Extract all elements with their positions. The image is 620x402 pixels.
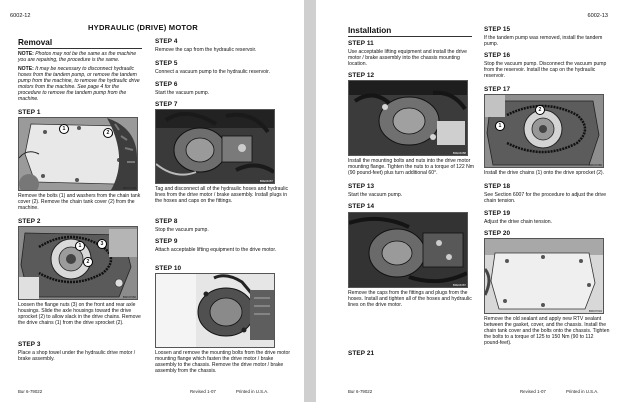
- step-text: Install the drive chains (1) onto the drive sprocket (2).: [484, 170, 605, 176]
- step-20-photo: [484, 238, 604, 314]
- step-label: STEP 21: [348, 350, 375, 357]
- step-text: Use acceptable lifting equipment and install the drive motor / brake assembly into the chassis mounting location.: [348, 49, 467, 68]
- step-7-photo: [155, 109, 275, 184]
- step-label: STEP 17: [484, 86, 511, 93]
- document-title: HYDRAULIC (DRIVE) MOTOR: [88, 23, 198, 32]
- step-label: STEP 7: [155, 101, 178, 108]
- footer-doc: Bur 6-79022: [18, 389, 43, 394]
- step-label: STEP 11: [348, 40, 374, 47]
- section-title-removal: Removal: [18, 38, 53, 47]
- step-text: Remove the old sealant and apply new RTV sealant between the gasket, cover, and the chassis. Install the chain tank cover and the bolts onto the chassis. Tighten the bolts to a torque of 125 to 150 Nm (90 to 112 pound-feet).: [484, 316, 610, 347]
- step-text: Loosen the flange nuts (3) on the front and rear axle housings. Slide the axle housings toward the drive sprocket (2) to allow slack in the drive chains. Remove the drive chains (1) from the drive sprocket (2).: [18, 302, 141, 327]
- step-label: STEP 4: [155, 38, 178, 45]
- photo-id: B0K07066: [122, 295, 136, 299]
- step-label: STEP 12: [348, 72, 375, 79]
- step-10-photo: [155, 273, 275, 348]
- step-text: Connect a vacuum pump to the hydraulic reservoir.: [155, 69, 270, 75]
- page-number: 6002-12: [10, 13, 31, 19]
- callout-marker: 2: [535, 105, 545, 115]
- step-text: If the tandem pump was removed, install the tandem pump.: [484, 35, 603, 48]
- callout-marker: 3: [97, 239, 107, 249]
- callout-marker: 2: [83, 257, 93, 267]
- photo-id: B0E04087: [452, 283, 466, 287]
- step-label: STEP 9: [155, 238, 178, 245]
- step-text: Tag and disconnect all of the hydraulic hoses and hydraulic lines from the drive motor / brake assembly. Install plugs in the hoses and caps on the fittings.: [155, 186, 289, 205]
- callout-marker: 1: [495, 121, 505, 131]
- step-text: Remove the bolts (1) and washers from the chain tank cover (2). Remove the chain tank cover (2) from the machine.: [18, 193, 141, 212]
- footer-printed: Printed in U.S.A.: [566, 389, 599, 394]
- note-2: NOTE: It may be necessary to disconnect hydraulic hoses from the tandem pump, or remove the tandem pump from the machine, to remove the hydraulic drive motors from the machine. See page 4 for the procedure to remove the tandem pump from the machine.: [18, 66, 140, 103]
- step-label: STEP 2: [18, 218, 41, 225]
- section-rule: [18, 48, 142, 49]
- step-14-photo: [348, 212, 468, 288]
- step-text: Loosen and remove the mounting bolts from the drive motor mounting flange which fasten the drive motor / brake assembly to the chassis. Remove the drive motor / brake assembly from the chassis.: [155, 350, 291, 375]
- step-label: STEP 13: [348, 183, 375, 190]
- step-label: STEP 20: [484, 230, 511, 237]
- step-label: STEP 15: [484, 26, 511, 33]
- note-1: NOTE: Photos may not be the same as the machine you are repairing, the procedure is the same.: [18, 51, 137, 64]
- footer-doc: Bur 6-79022: [348, 389, 373, 394]
- step-text: Place a shop towel under the hydraulic drive motor / brake assembly.: [18, 350, 136, 363]
- photo-id: B0E04087: [259, 179, 273, 183]
- step-text: Remove the caps from the fittings and plugs from the hoses. Install and tighten all of the hoses and hydraulic lines on the drive motor.: [348, 290, 472, 309]
- callout-marker: 2: [103, 128, 113, 138]
- callout-marker: 1: [59, 124, 69, 134]
- step-label: STEP 10: [155, 265, 182, 272]
- step-text: See Section 6007 for the procedure to adjust the drive chain tension.: [484, 192, 607, 205]
- section-rule: [348, 36, 472, 37]
- left-page: [0, 0, 304, 402]
- step-label: STEP 18: [484, 183, 511, 190]
- step-label: STEP 8: [155, 218, 178, 225]
- photo-id: B0K07034: [588, 309, 602, 313]
- step-12-photo: [348, 80, 468, 156]
- photo-id: B0K07148: [122, 186, 136, 190]
- step-label: STEP 16: [484, 52, 511, 59]
- step-text: Remove the cap from the hydraulic reservoir.: [155, 47, 257, 53]
- footer-revised: Revised 1-07: [190, 389, 216, 394]
- step-text: Start the vacuum pump.: [155, 90, 210, 96]
- step-text: Attach acceptable lifting equipment to the drive motor.: [155, 247, 277, 253]
- photo-id: B0E04088: [452, 151, 466, 155]
- section-title-installation: Installation: [348, 26, 392, 35]
- footer-printed: Printed in U.S.A.: [236, 389, 269, 394]
- page-number: 6002-13: [587, 13, 608, 19]
- step-label: STEP 1: [18, 109, 41, 116]
- step-label: STEP 3: [18, 341, 41, 348]
- step-text: Stop the vacuum pump.: [155, 227, 209, 233]
- step-text: Stop the vacuum pump. Disconnect the vacuum pump from the reservoir. Install the cap on the hydraulic reservoir.: [484, 61, 607, 80]
- photo-id: B0K07089: [588, 163, 602, 167]
- step-text: Adjust the drive chain tension.: [484, 219, 552, 225]
- step-label: STEP 5: [155, 60, 178, 67]
- callout-marker: 1: [75, 241, 85, 251]
- step-label: STEP 14: [348, 203, 375, 210]
- step-label: STEP 6: [155, 81, 178, 88]
- step-17-photo: [484, 94, 604, 168]
- step-text: Install the mounting bolts and nuts into the drive motor mounting flange. Tighten the nuts to a torque of 122 Nm (90 pound-feet) plus turn additional 60°.: [348, 158, 475, 177]
- step-2-photo: [18, 226, 138, 300]
- right-page: [316, 0, 620, 402]
- footer-revised: Revised 1-07: [520, 389, 546, 394]
- step-1-photo: [18, 117, 138, 191]
- step-label: STEP 19: [484, 210, 511, 217]
- step-text: Start the vacuum pump.: [348, 192, 403, 198]
